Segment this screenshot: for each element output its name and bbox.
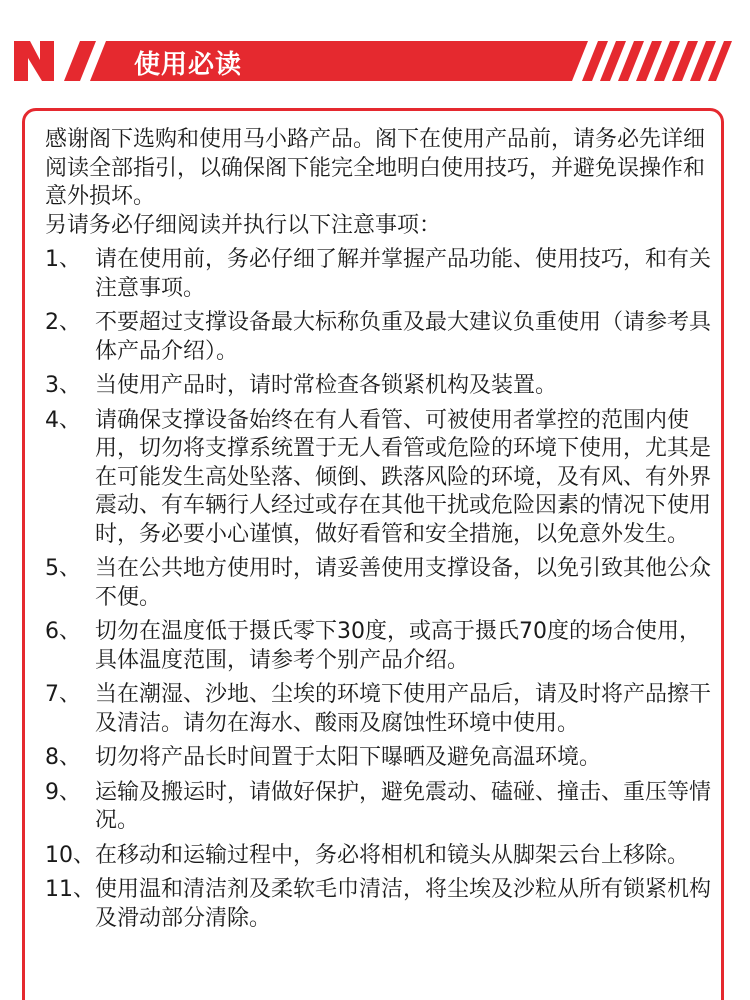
list-item	[45, 744, 713, 773]
list-item-text: 当使用产品时，请时常检查各锁紧机构及装置。	[95, 373, 558, 398]
notice-content	[45, 126, 713, 933]
list-item	[45, 681, 713, 738]
brand-logo-icon	[14, 41, 54, 81]
list-item-number: 3、	[45, 373, 81, 398]
list-item	[45, 407, 713, 550]
list-item	[45, 779, 713, 836]
list-item-text: 运输及搬运时，请做好保护，避免震动、磕碰、撞击、重压等情况。	[95, 779, 712, 833]
list-item-text: 使用温和清洁剂及柔软毛巾清洁，将尘埃及沙粒从所有锁紧机构及滑动部分清除。	[95, 877, 712, 931]
list-item-number: 2、	[45, 310, 81, 335]
list-item-number: 11、	[45, 877, 95, 902]
list-item-text: 请确保支撑设备始终在有人看管、可被使用者掌控的范围内使用，切勿将支撑系统置于无人看管或危险的环境下使用，尤其是在可能发生高处坠落、倾倒、跌落风险的环境，及有风、有外界震动、有车辆行人经过或存在其他干扰或危险因素的情况下使用时，务必要小心谨慎，做好看管和安全措施，以免意外发生。	[95, 407, 712, 547]
list-item	[45, 246, 713, 303]
list-item-number: 5、	[45, 556, 81, 581]
page-title: 使用必读	[134, 50, 243, 80]
list-item	[45, 555, 713, 612]
list-item	[45, 372, 713, 401]
header-stripes	[582, 41, 732, 81]
notice-heading: 另请务必仔细阅读并执行以下注意事项：	[45, 212, 442, 238]
list-item-text: 请在使用前，务必仔细了解并掌握产品功能、使用技巧，和有关注意事项。	[95, 247, 712, 301]
list-item-number: 1、	[45, 247, 81, 272]
header-banner-graphic	[0, 36, 750, 86]
list-item	[45, 618, 713, 675]
list-item-text: 切勿在温度低于摄氏零下30度，或高于摄氏70度的场合使用，具体温度范围，请参考个别产品介绍。	[95, 619, 701, 673]
list-item	[45, 876, 713, 933]
list-item	[45, 309, 713, 366]
list-item-text: 不要超过支撑设备最大标称负重及最大建议负重使用（请参考具体产品介绍）。	[95, 310, 712, 364]
list-item-text: 切勿将产品长时间置于太阳下曝晒及避免高温环境。	[95, 745, 602, 770]
intro-paragraph: 感谢阁下选购和使用马小路产品。阁下在使用产品前，请务必先详细阅读全部指引，以确保阁下能完全地明白使用技巧，并避免误操作和意外损坏。	[45, 127, 706, 209]
list-item-number: 8、	[45, 745, 81, 770]
section-header	[0, 36, 750, 86]
list-item-number: 9、	[45, 779, 81, 805]
list-item-number: 6、	[45, 619, 81, 644]
list-item-text: 当在潮湿、沙地、尘埃的环境下使用产品后，请及时将产品擦干及清洁。请勿在海水、酸雨及腐蚀性环境中使用。	[95, 682, 712, 736]
list-item-text: 当在公共地方使用时，请妥善使用支撑设备，以免引致其他公众不便。	[95, 556, 712, 610]
list-item	[45, 842, 713, 871]
list-item-text: 在移动和运输过程中，务必将相机和镜头从脚架云台上移除。	[95, 842, 690, 868]
list-item-number: 4、	[45, 407, 81, 433]
list-item-number: 10、	[45, 842, 95, 868]
list-item-number: 7、	[45, 682, 81, 707]
header-accent-bar	[64, 41, 96, 81]
